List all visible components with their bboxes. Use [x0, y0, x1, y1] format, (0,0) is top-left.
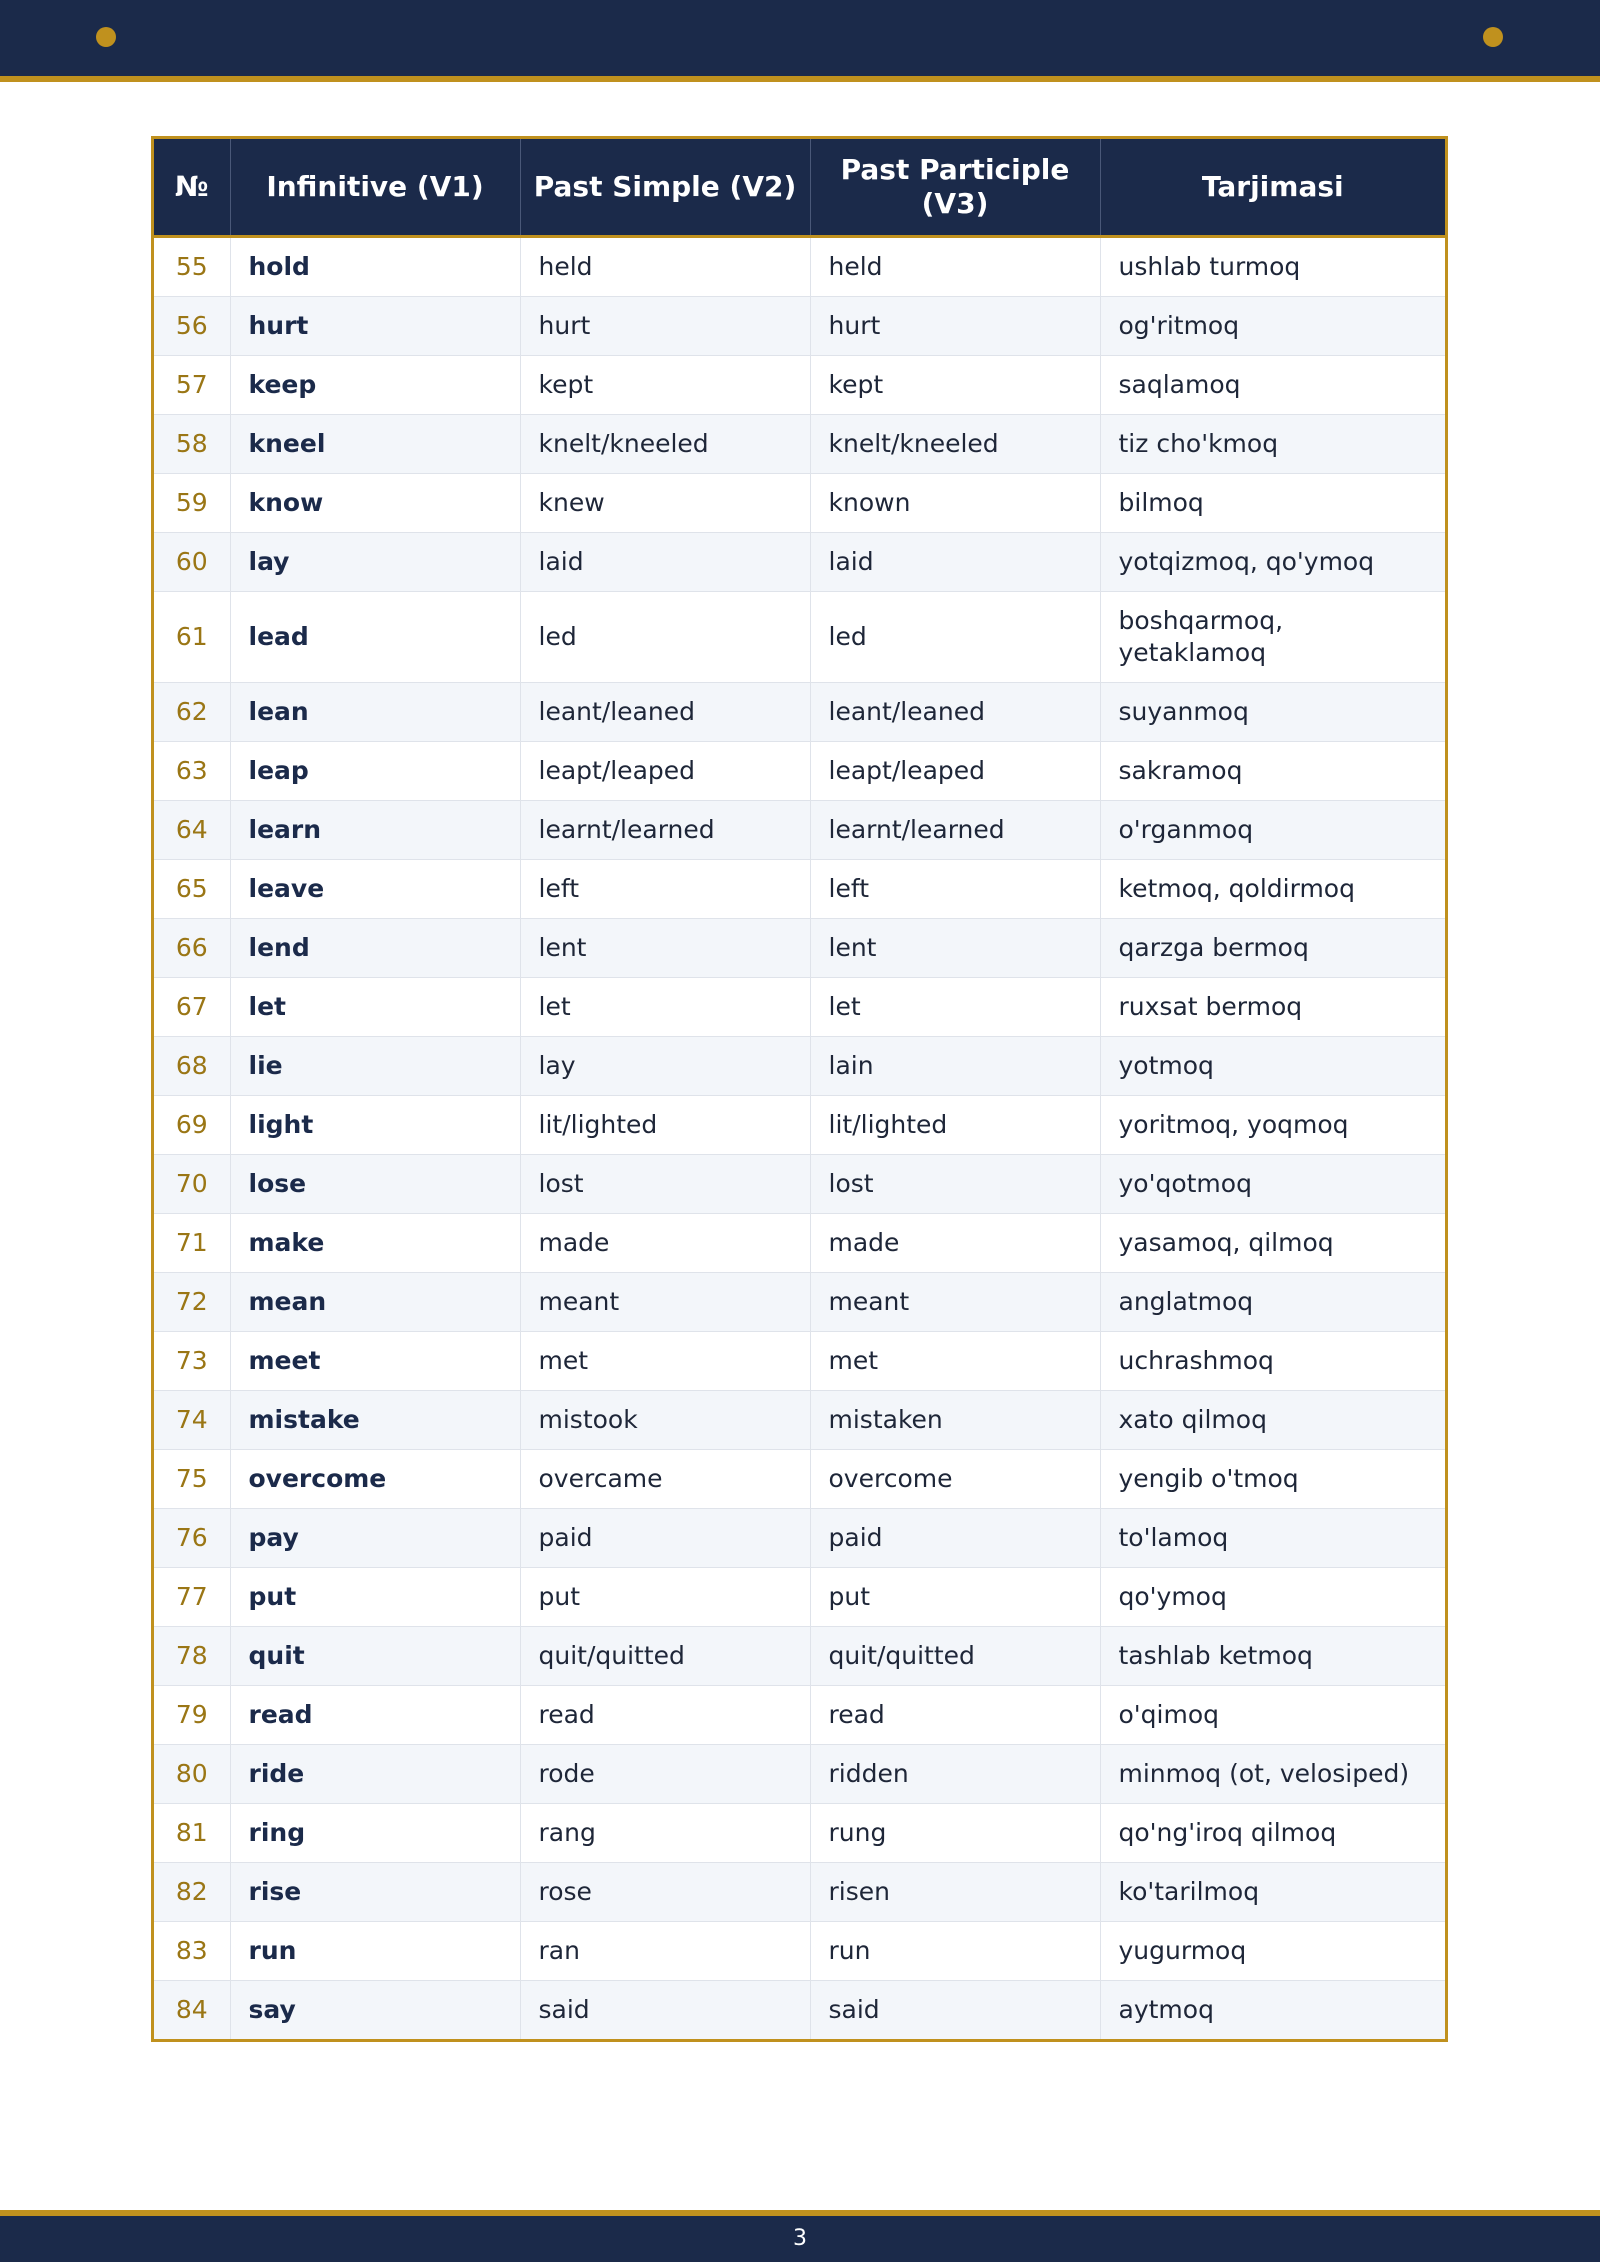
past-simple-cell: lit/lighted — [520, 1096, 810, 1155]
table-row — [154, 1273, 1445, 1332]
past-simple-cell: led — [520, 592, 810, 683]
header-number: № — [154, 139, 230, 237]
past-simple-cell: kept — [520, 356, 810, 415]
past-participle-cell: let — [810, 978, 1100, 1037]
past-participle-cell: laid — [810, 533, 1100, 592]
page-number: 3 — [793, 2226, 807, 2251]
infinitive-cell: hold — [230, 237, 520, 297]
row-number: 76 — [154, 1509, 230, 1568]
table-row — [154, 1391, 1445, 1450]
past-participle-cell: run — [810, 1922, 1100, 1981]
translation-cell: yugurmoq — [1100, 1922, 1445, 1981]
infinitive-cell: leap — [230, 742, 520, 801]
past-simple-cell: learnt/learned — [520, 801, 810, 860]
past-participle-cell: lent — [810, 919, 1100, 978]
table-row — [154, 860, 1445, 919]
past-simple-cell: made — [520, 1214, 810, 1273]
table-row — [154, 415, 1445, 474]
row-number: 68 — [154, 1037, 230, 1096]
translation-cell: yengib o'tmoq — [1100, 1450, 1445, 1509]
translation-cell: o'qimoq — [1100, 1686, 1445, 1745]
translation-cell: yasamoq, qilmoq — [1100, 1214, 1445, 1273]
past-simple-cell: knew — [520, 474, 810, 533]
translation-cell: qo'ymoq — [1100, 1568, 1445, 1627]
past-participle-cell: known — [810, 474, 1100, 533]
past-participle-cell: meant — [810, 1273, 1100, 1332]
row-number: 71 — [154, 1214, 230, 1273]
row-number: 73 — [154, 1332, 230, 1391]
table-row — [154, 1922, 1445, 1981]
translation-cell: yo'qotmoq — [1100, 1155, 1445, 1214]
infinitive-cell: let — [230, 978, 520, 1037]
translation-cell: uchrashmoq — [1100, 1332, 1445, 1391]
past-participle-cell: rung — [810, 1804, 1100, 1863]
infinitive-cell: light — [230, 1096, 520, 1155]
header-infinitive: Infinitive (V1) — [230, 139, 520, 237]
row-number: 63 — [154, 742, 230, 801]
table-row — [154, 1096, 1445, 1155]
infinitive-cell: overcome — [230, 1450, 520, 1509]
row-number: 56 — [154, 297, 230, 356]
infinitive-cell: lie — [230, 1037, 520, 1096]
past-participle-cell: overcome — [810, 1450, 1100, 1509]
table-row — [154, 474, 1445, 533]
translation-cell: anglatmoq — [1100, 1273, 1445, 1332]
infinitive-cell: leave — [230, 860, 520, 919]
infinitive-cell: lend — [230, 919, 520, 978]
infinitive-cell: know — [230, 474, 520, 533]
past-simple-cell: rose — [520, 1863, 810, 1922]
table-row — [154, 592, 1445, 683]
past-simple-cell: lay — [520, 1037, 810, 1096]
table-row — [154, 683, 1445, 742]
past-participle-cell: learnt/learned — [810, 801, 1100, 860]
table-row — [154, 297, 1445, 356]
past-simple-cell: lost — [520, 1155, 810, 1214]
table-row — [154, 1568, 1445, 1627]
past-simple-cell: let — [520, 978, 810, 1037]
infinitive-cell: pay — [230, 1509, 520, 1568]
row-number: 83 — [154, 1922, 230, 1981]
past-participle-cell: made — [810, 1214, 1100, 1273]
past-simple-cell: read — [520, 1686, 810, 1745]
past-participle-cell: met — [810, 1332, 1100, 1391]
row-number: 57 — [154, 356, 230, 415]
infinitive-cell: lead — [230, 592, 520, 683]
past-participle-cell: hurt — [810, 297, 1100, 356]
table-row — [154, 1981, 1445, 2040]
infinitive-cell: quit — [230, 1627, 520, 1686]
past-simple-cell: ran — [520, 1922, 810, 1981]
past-simple-cell: meant — [520, 1273, 810, 1332]
row-number: 74 — [154, 1391, 230, 1450]
table-row — [154, 1450, 1445, 1509]
translation-cell: yotmoq — [1100, 1037, 1445, 1096]
table-row — [154, 978, 1445, 1037]
translation-cell: boshqarmoq, yetaklamoq — [1100, 592, 1445, 683]
past-participle-cell: put — [810, 1568, 1100, 1627]
translation-cell: og'ritmoq — [1100, 297, 1445, 356]
table-row — [154, 1332, 1445, 1391]
past-simple-cell: held — [520, 237, 810, 297]
header-past-participle: Past Participle (V3) — [810, 139, 1100, 237]
translation-cell: tiz cho'kmoq — [1100, 415, 1445, 474]
irregular-verbs-table — [154, 139, 1445, 2039]
row-number: 77 — [154, 1568, 230, 1627]
row-number: 84 — [154, 1981, 230, 2040]
translation-cell: minmoq (ot, velosiped) — [1100, 1745, 1445, 1804]
past-participle-cell: mistaken — [810, 1391, 1100, 1450]
header-past-simple: Past Simple (V2) — [520, 139, 810, 237]
translation-cell: o'rganmoq — [1100, 801, 1445, 860]
table-row — [154, 1155, 1445, 1214]
row-number: 64 — [154, 801, 230, 860]
infinitive-cell: put — [230, 1568, 520, 1627]
translation-cell: qarzga bermoq — [1100, 919, 1445, 978]
table-body — [154, 237, 1445, 2040]
row-number: 79 — [154, 1686, 230, 1745]
past-participle-cell: ridden — [810, 1745, 1100, 1804]
table-row — [154, 801, 1445, 860]
row-number: 72 — [154, 1273, 230, 1332]
row-number: 62 — [154, 683, 230, 742]
infinitive-cell: lose — [230, 1155, 520, 1214]
past-simple-cell: rang — [520, 1804, 810, 1863]
infinitive-cell: hurt — [230, 297, 520, 356]
row-number: 82 — [154, 1863, 230, 1922]
past-simple-cell: leapt/leaped — [520, 742, 810, 801]
row-number: 60 — [154, 533, 230, 592]
past-participle-cell: paid — [810, 1509, 1100, 1568]
infinitive-cell: mistake — [230, 1391, 520, 1450]
past-participle-cell: left — [810, 860, 1100, 919]
table-row — [154, 1037, 1445, 1096]
past-participle-cell: leant/leaned — [810, 683, 1100, 742]
infinitive-cell: rise — [230, 1863, 520, 1922]
table-row — [154, 1745, 1445, 1804]
infinitive-cell: ring — [230, 1804, 520, 1863]
translation-cell: ketmoq, qoldirmoq — [1100, 860, 1445, 919]
header-band — [0, 0, 1600, 82]
past-simple-cell: lent — [520, 919, 810, 978]
table-row — [154, 1686, 1445, 1745]
row-number: 75 — [154, 1450, 230, 1509]
translation-cell: suyanmoq — [1100, 683, 1445, 742]
infinitive-cell: read — [230, 1686, 520, 1745]
translation-cell: qo'ng'iroq qilmoq — [1100, 1804, 1445, 1863]
row-number: 66 — [154, 919, 230, 978]
past-simple-cell: quit/quitted — [520, 1627, 810, 1686]
past-participle-cell: led — [810, 592, 1100, 683]
infinitive-cell: kneel — [230, 415, 520, 474]
translation-cell: bilmoq — [1100, 474, 1445, 533]
past-simple-cell: laid — [520, 533, 810, 592]
translation-cell: xato qilmoq — [1100, 1391, 1445, 1450]
translation-cell: to'lamoq — [1100, 1509, 1445, 1568]
infinitive-cell: run — [230, 1922, 520, 1981]
table-row — [154, 533, 1445, 592]
past-participle-cell: lost — [810, 1155, 1100, 1214]
infinitive-cell: say — [230, 1981, 520, 2040]
infinitive-cell: mean — [230, 1273, 520, 1332]
past-participle-cell: risen — [810, 1863, 1100, 1922]
row-number: 70 — [154, 1155, 230, 1214]
past-participle-cell: held — [810, 237, 1100, 297]
translation-cell: ruxsat bermoq — [1100, 978, 1445, 1037]
past-participle-cell: lit/lighted — [810, 1096, 1100, 1155]
row-number: 78 — [154, 1627, 230, 1686]
infinitive-cell: ride — [230, 1745, 520, 1804]
row-number: 69 — [154, 1096, 230, 1155]
past-simple-cell: knelt/kneeled — [520, 415, 810, 474]
past-participle-cell: said — [810, 1981, 1100, 2040]
row-number: 59 — [154, 474, 230, 533]
translation-cell: saqlamoq — [1100, 356, 1445, 415]
past-simple-cell: met — [520, 1332, 810, 1391]
translation-cell: yotqizmoq, qo'ymoq — [1100, 533, 1445, 592]
past-simple-cell: paid — [520, 1509, 810, 1568]
table-row — [154, 237, 1445, 297]
past-simple-cell: mistook — [520, 1391, 810, 1450]
translation-cell: ushlab turmoq — [1100, 237, 1445, 297]
table-row — [154, 1214, 1445, 1273]
past-simple-cell: overcame — [520, 1450, 810, 1509]
translation-cell: aytmoq — [1100, 1981, 1445, 2040]
row-number: 58 — [154, 415, 230, 474]
past-simple-cell: leant/leaned — [520, 683, 810, 742]
verb-table-frame — [151, 136, 1448, 2042]
table-row — [154, 1509, 1445, 1568]
table-row — [154, 1627, 1445, 1686]
infinitive-cell: make — [230, 1214, 520, 1273]
translation-cell: sakramoq — [1100, 742, 1445, 801]
header-translation: Tarjimasi — [1100, 139, 1445, 237]
past-participle-cell: lain — [810, 1037, 1100, 1096]
translation-cell: yoritmoq, yoqmoq — [1100, 1096, 1445, 1155]
translation-cell: ko'tarilmoq — [1100, 1863, 1445, 1922]
past-simple-cell: hurt — [520, 297, 810, 356]
past-simple-cell: rode — [520, 1745, 810, 1804]
past-participle-cell: quit/quitted — [810, 1627, 1100, 1686]
dot-icon — [1483, 27, 1503, 47]
past-simple-cell: left — [520, 860, 810, 919]
dot-icon — [96, 27, 116, 47]
translation-cell: tashlab ketmoq — [1100, 1627, 1445, 1686]
row-number: 80 — [154, 1745, 230, 1804]
row-number: 81 — [154, 1804, 230, 1863]
table-row — [154, 919, 1445, 978]
infinitive-cell: learn — [230, 801, 520, 860]
past-participle-cell: leapt/leaped — [810, 742, 1100, 801]
row-number: 65 — [154, 860, 230, 919]
table-row — [154, 1863, 1445, 1922]
row-number: 67 — [154, 978, 230, 1037]
infinitive-cell: keep — [230, 356, 520, 415]
row-number: 55 — [154, 237, 230, 297]
past-simple-cell: put — [520, 1568, 810, 1627]
table-header-row — [154, 139, 1445, 237]
table-row — [154, 1804, 1445, 1863]
infinitive-cell: meet — [230, 1332, 520, 1391]
infinitive-cell: lean — [230, 683, 520, 742]
table-row — [154, 742, 1445, 801]
table-row — [154, 356, 1445, 415]
row-number: 61 — [154, 592, 230, 683]
past-participle-cell: read — [810, 1686, 1100, 1745]
past-participle-cell: knelt/kneeled — [810, 415, 1100, 474]
infinitive-cell: lay — [230, 533, 520, 592]
past-participle-cell: kept — [810, 356, 1100, 415]
past-simple-cell: said — [520, 1981, 810, 2040]
